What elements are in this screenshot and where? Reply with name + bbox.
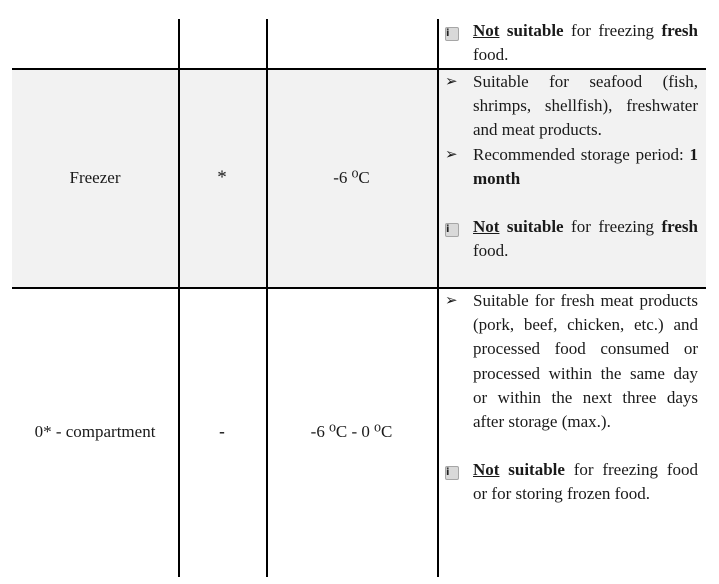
bullet-note bbox=[445, 289, 698, 434]
star-rating: * bbox=[217, 166, 227, 188]
note-text: Not suitable for freezing fresh food. bbox=[473, 21, 698, 65]
column-divider bbox=[437, 19, 439, 577]
compartment-name: Freezer bbox=[69, 167, 121, 187]
star-rating: - bbox=[219, 422, 225, 441]
temperature: -6 ⁰C bbox=[333, 167, 370, 187]
note-text: Not suitable for freezing fresh food. bbox=[473, 217, 698, 261]
info-note bbox=[445, 215, 698, 263]
info-note bbox=[445, 19, 698, 67]
arrow-bullet-icon: ➢ bbox=[445, 293, 458, 309]
arrow-bullet-icon: ➢ bbox=[445, 146, 458, 163]
info-note bbox=[445, 458, 698, 506]
note-text: Suitable for fresh meat products (pork, beef, chicken, etc.) and processed food consumed or processed within the same day or within the next three days after storage (max.). bbox=[473, 291, 698, 432]
info-icon: i bbox=[445, 215, 465, 239]
info-icon: i bbox=[445, 19, 465, 43]
arrow-bullet-icon: ➢ bbox=[445, 74, 458, 90]
notes-cell bbox=[445, 289, 698, 507]
compartment-name: 0* - compartment bbox=[34, 422, 156, 441]
notes-cell bbox=[445, 19, 698, 67]
notes-cell bbox=[445, 70, 698, 263]
note-text: Not suitable for freezing food or for storing frozen food. bbox=[473, 460, 698, 504]
note-text: Suitable for seafood (fish, shrimps, shellfish), freshwater and meat products. bbox=[473, 72, 698, 140]
temperature: -6 ⁰C - 0 ⁰C bbox=[310, 422, 393, 441]
bullet-note bbox=[445, 143, 698, 191]
note-text: Recommended storage period: 1 month bbox=[473, 144, 698, 188]
info-icon: i bbox=[445, 458, 465, 482]
bullet-note bbox=[445, 70, 698, 143]
